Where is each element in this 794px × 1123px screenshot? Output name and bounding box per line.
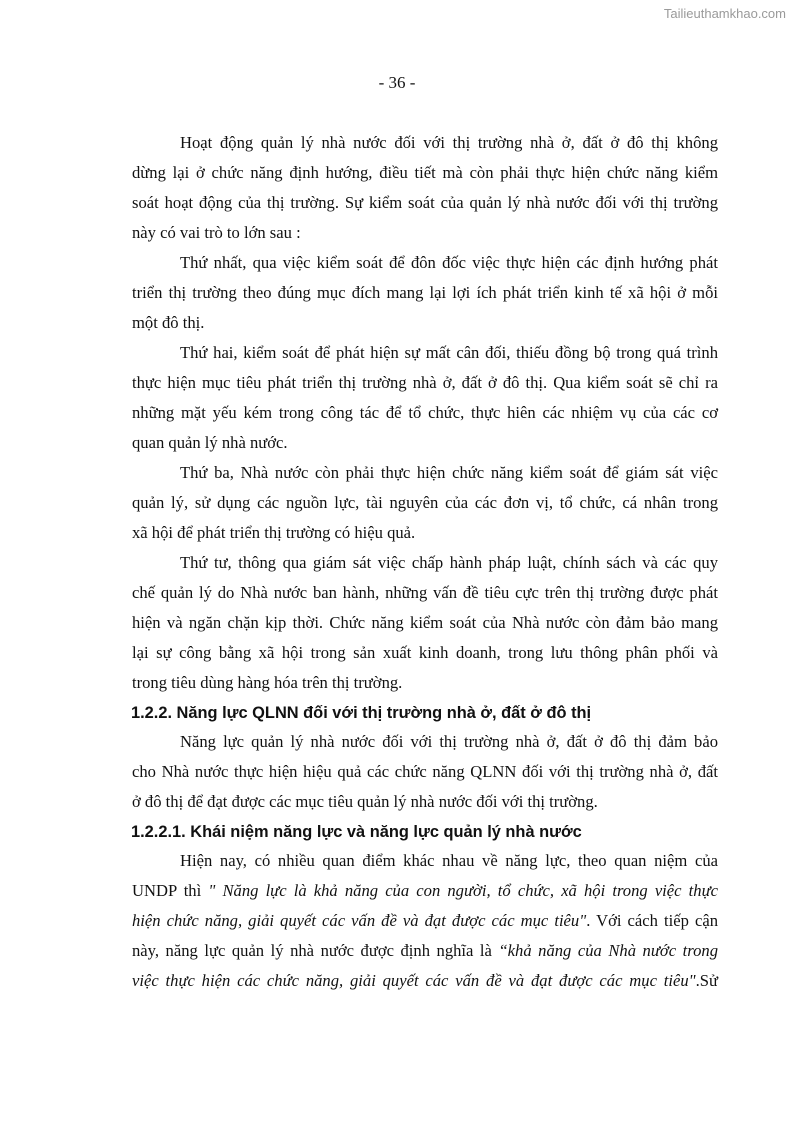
text-line [132, 880, 718, 910]
text-line: Hiện nay, có nhiều quan điểm khác nhau về năng lực, theo quan niệm của [180, 851, 718, 870]
paragraph [132, 850, 718, 1000]
text-line [132, 940, 718, 970]
text-line: quản lý, sử dụng các nguồn lực, tài nguyên của các đơn vị, tổ chức, cá nhân trong [132, 493, 718, 512]
text-line: lại sự công bằng xã hội trong sản xuất kinh doanh, trong lưu thông phân phối và [132, 643, 718, 662]
text-line: Thứ ba, Nhà nước còn phải thực hiện chức năng kiểm soát để giám sát việc [180, 463, 718, 482]
document-body [132, 132, 718, 1000]
text-line: soát hoạt động của thị trường. Sự kiểm soát của quản lý nhà nước đối với thị trường [132, 193, 718, 212]
text-line: trong tiêu dùng hàng hóa trên thị trường. [132, 673, 403, 692]
text-line: quan quản lý nhà nước. [132, 433, 288, 452]
text-line: chế quản lý do Nhà nước ban hành, những vấn đề tiêu cực trên thị trường được phát [132, 583, 718, 602]
paragraph [132, 731, 718, 821]
paragraph [132, 552, 718, 702]
text-run: . Với cách tiếp cận [586, 911, 718, 930]
text-line: này có vai trò to lớn sau : [132, 223, 301, 242]
text-line: thực hiện mục tiêu phát triển thị trường nhà ở, đất ở đô thị. Qua kiểm soát sẽ chỉ ra [132, 373, 718, 392]
italic-quote: " Năng lực là khả năng của con người, tổ chức, xã hội trong việc thực [208, 881, 718, 900]
text-line [132, 970, 718, 1000]
paragraph [132, 252, 718, 342]
page-number: - 36 - [378, 73, 416, 92]
italic-quote: hiện chức năng, giải quyết các vấn đề và đạt được các mục tiêu" [132, 911, 587, 930]
section-heading: 1.2.2.1. Khái niệm năng lực và năng lực quản lý nhà nước [131, 823, 582, 841]
text-line [132, 910, 718, 940]
text-run: này, năng lực quản lý nhà nước được định nghĩa là [132, 941, 499, 960]
paragraph [132, 342, 718, 462]
text-line: Thứ tư, thông qua giám sát việc chấp hành pháp luật, chính sách và các quy [180, 553, 718, 572]
italic-quote: “khả năng của Nhà nước trong [498, 941, 719, 960]
text-line: hiện và ngăn chặn kịp thời. Chức năng kiểm soát của Nhà nước còn đảm bảo mang [132, 613, 718, 632]
text-line: dừng lại ở chức năng định hướng, điều tiết mà còn phải thực hiện chức năng kiểm [132, 163, 718, 182]
text-line: những mặt yếu kém trong công tác để tổ chức, thực hiên các nhiệm vụ của các cơ [132, 403, 718, 422]
paragraph [132, 462, 718, 552]
italic-quote: việc thực hiện các chức năng, giải quyết các vấn đề và đạt được các mục tiêu" [132, 971, 696, 990]
text-run: .Sử [695, 971, 718, 990]
text-line: cho Nhà nước thực hiện hiệu quả các chức năng QLNN đối với thị trường nhà ở, đất [132, 762, 718, 781]
section-heading: 1.2.2. Năng lực QLNN đối với thị trường nhà ở, đất ở đô thị [131, 704, 592, 722]
text-run: UNDP thì [132, 881, 209, 900]
text-line: xã hội để phát triển thị trường có hiệu quả. [132, 523, 416, 542]
watermark: Tailieuthamkhao.com [663, 6, 786, 21]
text-line: Thứ nhất, qua việc kiểm soát để đôn đốc việc thực hiện các định hướng phát [180, 253, 718, 272]
text-line: Thứ hai, kiểm soát để phát hiện sự mất cân đối, thiếu đồng bộ trong quá trình [180, 343, 718, 362]
text-line: ở đô thị để đạt được các mục tiêu quản lý nhà nước đối với thị trường. [132, 792, 598, 811]
text-line: triển thị trường theo đúng mục đích mang lại lợi ích phát triển kinh tế xã hội ở mỗi [132, 283, 718, 302]
text-line: Năng lực quản lý nhà nước đối với thị trường nhà ở, đất ở đô thị đảm bảo [180, 732, 718, 751]
text-line: Hoạt động quản lý nhà nước đối với thị trường nhà ở, đất ở đô thị không [180, 133, 718, 152]
text-line: một đô thị. [132, 313, 205, 332]
paragraph [132, 132, 718, 252]
